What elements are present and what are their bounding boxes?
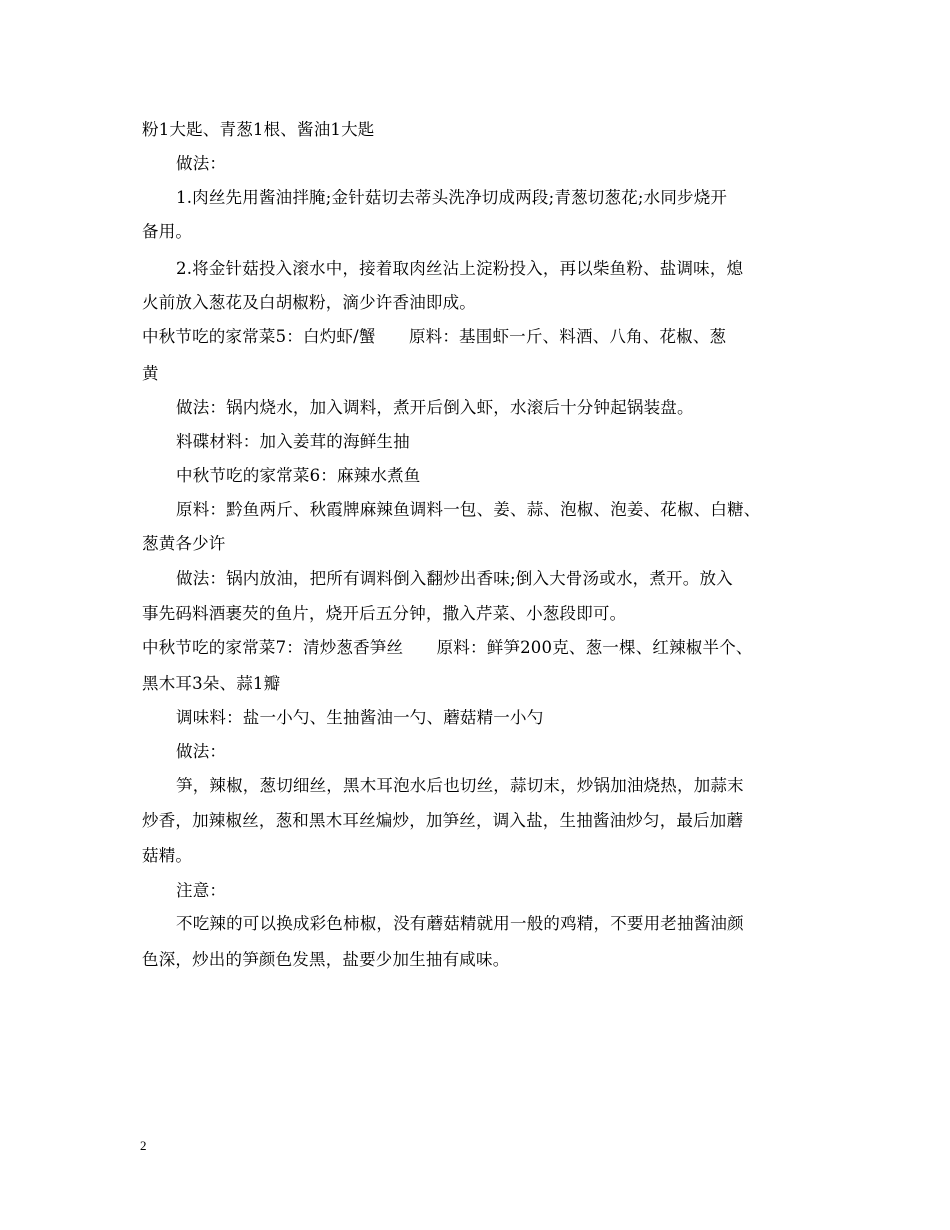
text-line: 原料：黔鱼两斤、秋霞牌麻辣鱼调料一包、姜、蒜、泡椒、泡姜、花椒、白糖、	[176, 500, 761, 519]
text-line: 中秋节吃的家常菜5：白灼虾/蟹 原料：基围虾一斤、料酒、八角、花椒、葱	[142, 327, 727, 346]
text-line: 粉1大匙、青葱1根、酱油1大匙	[142, 120, 375, 139]
page-number: 2	[140, 1138, 147, 1153]
text-line: 做法：锅内放油，把所有调料倒入翻炒出香味;倒入大骨汤或水，煮开。放入	[176, 569, 733, 588]
text-line: 做法：	[176, 742, 227, 761]
text-line: 色深，炒出的笋颜色发黑，盐要少加生抽有咸味。	[142, 950, 510, 969]
text-line: 注意：	[176, 881, 227, 900]
text-line: 备用。	[142, 222, 193, 241]
text-line: 火前放入葱花及白胡椒粉，滴少许香油即成。	[142, 293, 476, 312]
text-line: 做法：锅内烧水，加入调料，煮开后倒入虾，水滚后十分钟起锅装盘。	[176, 398, 694, 417]
text-line: 黑木耳3朵、蒜1瓣	[142, 674, 281, 693]
text-line: 1.肉丝先用酱油拌腌;金针菇切去蒂头洗净切成两段;青葱切葱花;水同步烧开	[176, 188, 728, 207]
text-line: 料碟材料：加入姜茸的海鲜生抽	[176, 432, 410, 451]
text-line: 笋，辣椒，葱切细丝，黑木耳泡水后也切丝，蒜切末，炒锅加油烧热，加蒜末	[176, 776, 744, 795]
text-line: 菇精。	[142, 846, 193, 865]
text-line: 调味料：盐一小勺、生抽酱油一勺、蘑菇精一小勺	[176, 708, 544, 727]
text-line: 2.将金针菇投入滚水中，接着取肉丝沾上淀粉投入，再以柴鱼粉、盐调味，熄	[176, 259, 744, 278]
text-line: 不吃辣的可以换成彩色柿椒，没有蘑菇精就用一般的鸡精，不要用老抽酱油颜	[176, 914, 744, 933]
text-line: 中秋节吃的家常菜7：清炒葱香笋丝 原料：鲜笋200克、葱一棵、红辣椒半个、	[142, 638, 753, 657]
text-line: 中秋节吃的家常菜6：麻辣水煮鱼	[176, 466, 421, 485]
text-line: 事先码料酒裹芡的鱼片，烧开后五分钟，撒入芹菜、小葱段即可。	[142, 604, 627, 623]
text-line: 做法：	[176, 154, 227, 173]
text-line: 炒香，加辣椒丝，葱和黑木耳丝煸炒，加笋丝，调入盐，生抽酱油炒匀，最后加蘑	[142, 811, 744, 830]
text-line: 黄	[142, 364, 159, 383]
text-line: 葱黄各少许	[142, 534, 226, 553]
